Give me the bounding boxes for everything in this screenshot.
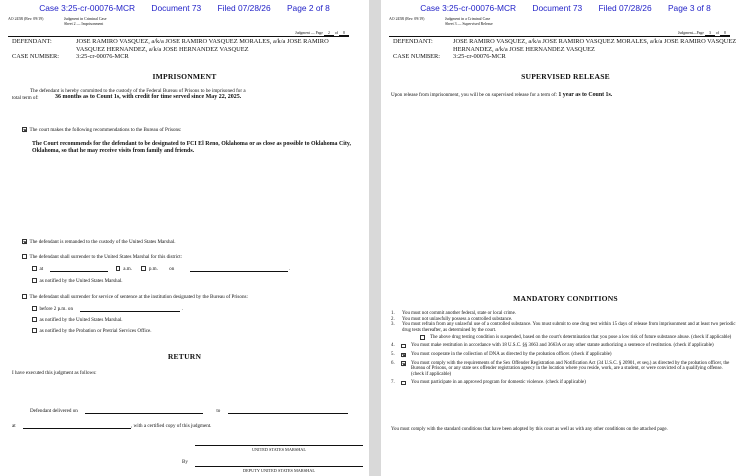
standard-conditions-text: You must comply with the standard conditions that have been adopted by this court as well as with any other conditions on the attached page. <box>391 427 668 432</box>
judgment-page: Judgment—Page 3 of 8 <box>678 31 730 36</box>
checkbox-at[interactable] <box>32 266 37 271</box>
at-line[interactable] <box>23 423 131 429</box>
condition-5: 5. You must cooperate in the collection of DNA as directed by the probation officer. (check if applicable) <box>391 352 612 358</box>
checkbox-surrender-institution[interactable] <box>22 294 27 299</box>
recommendation-row: The court makes the following recommendations to the Bureau of Prisons: <box>22 127 181 133</box>
before-row: before 2 p.m. on . <box>32 306 183 312</box>
surrender-institution-row: The defendant shall surrender for service of sentence at the institution designated by the Bureau of Prisons: <box>22 294 248 300</box>
recommendation-text: The Court recommends for the defendant to be designated to FCI El Reno, Oklahoma or as close as possible to Oklahoma City, Oklahoma, so that he may receive visits from family and friends. <box>32 141 351 154</box>
case-number: 3:25-cr-00076-MCR <box>76 53 129 60</box>
time-line[interactable] <box>50 266 108 272</box>
marshal-signature: UNITED STATES MARSHAL <box>195 445 363 452</box>
page-indicator: Page 2 of 8 <box>286 3 330 13</box>
checkbox-domestic-violence[interactable] <box>401 381 406 386</box>
at-row: at , with a certified copy of this judgment. <box>12 423 212 429</box>
condition-2: 2. You must not unlawfully possess a controlled substance. <box>391 316 513 322</box>
checkbox-before[interactable] <box>32 306 37 311</box>
checkbox-drug-suspended[interactable] <box>420 335 425 340</box>
condition-4: 4. You must make restitution in accordance with 18 U.S.C. §§ 3663 and 3663A or any other statute authorizing a sentence of restitution. (check if applicable) <box>391 343 714 349</box>
case-id: Case 3:25-cr-00076-MCR <box>420 3 517 13</box>
checkbox-remanded[interactable] <box>22 239 27 244</box>
checkbox-sorna[interactable] <box>401 361 406 366</box>
term-text: 36 months as to Count 1s, with credit for time served since May 22, 2025. <box>55 94 242 100</box>
document-page-3 <box>381 0 750 476</box>
defendant-label: DEFENDANT: <box>12 38 52 45</box>
checkbox-am[interactable] <box>116 266 121 271</box>
commit-text: The defendant is hereby committed to the custody of the Federal Bureau of Prisons to be imprisoned for a <box>30 88 246 94</box>
notified-probation-row: as notified by the Probation or Pretrial Services Office. <box>32 328 152 334</box>
remanded-row: The defendant is remanded to the custody of the United States Marshal. <box>22 239 175 245</box>
checkbox-surrender-district[interactable] <box>22 254 27 259</box>
section-title: IMPRISONMENT <box>152 72 217 81</box>
delivered-to-line[interactable] <box>228 408 348 414</box>
term-label: total term of: <box>12 95 39 101</box>
case-number-label: CASE NUMBER: <box>393 53 441 60</box>
delivered-row: Defendant delivered on to <box>30 408 348 414</box>
defendant-name: JOSE RAMIRO VASQUEZ, a/k/a JOSE RAMIRO VASQUEZ MORALES, a/k/a JOSE RAMIRO VASQUEZ HERNANDEZ, a/k/a JOSE HERNANDEZ VASQUEZ <box>76 38 329 53</box>
case-info <box>12 38 362 68</box>
return-title: RETURN <box>167 352 202 361</box>
defendant-label: DEFENDANT: <box>393 38 433 45</box>
filing-header <box>0 3 369 13</box>
release-term: 1 year as to Count 1s. <box>558 92 613 98</box>
condition-3-suspension: The above drug testing condition is suspended, based on the court's determination that you pose a low risk of future substance abuse. (check if applicable) <box>391 335 737 341</box>
section-title: SUPERVISED RELEASE <box>521 72 610 81</box>
executed-text: I have executed this judgment as follows: <box>12 370 97 376</box>
case-number-label: CASE NUMBER: <box>12 53 60 60</box>
filing-header <box>381 3 750 13</box>
form-title: Judgment in Criminal Case <box>64 17 107 21</box>
document-number: Document 73 <box>532 3 583 13</box>
checkbox-dna[interactable] <box>401 353 406 358</box>
condition-6: 6. You must comply with the requirements of the Sex Offender Registration and Notification Act (34 U.S.C. § 20901, et seq.) as directed by the probation officer, the Bureau of Prisons, or any state sex offender registration agency in the location where you reside, work, are a student, or were convicted of a qualifying offense. (check if applicable) <box>391 360 730 377</box>
defendant-name: JOSE RAMIRO VASQUEZ, a/k/a JOSE RAMIRO VASQUEZ MORALES, a/k/a JOSE RAMIRO VASQUEZ HERNANDEZ, a/k/a JOSE HERNANDEZ VASQUEZ <box>453 38 737 53</box>
checkbox-notified-probation[interactable] <box>32 328 37 333</box>
checkbox-notified-marshal[interactable] <box>32 278 37 283</box>
document-page-2 <box>0 0 369 476</box>
divider <box>389 36 730 37</box>
form-sheet: Sheet 3 — Supervised Release <box>445 22 493 26</box>
condition-3: 3. You must refrain from any unlawful use of a controlled substance. You must submit to one drug test within 15 days of release from imprisonment and at least two periodic drug tests thereafter, as determined by the court. <box>391 322 736 333</box>
surrender-district-row: The defendant shall surrender to the United States Marshal for this district: <box>22 254 182 260</box>
filed-date: Filed 07/28/26 <box>598 3 652 13</box>
case-id: Case 3:25-cr-00076-MCR <box>39 3 136 13</box>
release-row: Upon release from imprisonment, you will be on supervised release for a term of: 1 year as to Count 1s. <box>391 92 613 98</box>
deputy-signature: DEPUTY UNITED STATES MARSHAL <box>195 466 363 473</box>
conditions-list <box>391 311 737 386</box>
surrender-at-row: at a.m. p.m. on . <box>32 266 290 272</box>
case-number: 3:25-cr-00076-MCR <box>453 53 506 60</box>
divider <box>8 36 349 37</box>
case-info <box>393 38 743 68</box>
delivered-date-line[interactable] <box>85 408 203 414</box>
checkbox-notified-marshal-2[interactable] <box>32 317 37 322</box>
form-code: AO 245B (Rev. 09/19) <box>389 17 425 21</box>
form-code: AO 245B (Rev. 09/19) <box>8 17 44 21</box>
form-id <box>8 17 107 26</box>
date-line[interactable] <box>190 266 288 272</box>
mandatory-title: MANDATORY CONDITIONS <box>513 294 618 303</box>
condition-1: 1. You must not commit another federal, state or local crime. <box>391 311 516 316</box>
form-sheet: Sheet 2 — Imprisonment <box>64 22 104 26</box>
checkbox-pm[interactable] <box>141 266 146 271</box>
checkbox-restitution[interactable] <box>401 344 406 349</box>
judgment-page: Judgment — Page 2 of 8 <box>295 31 349 36</box>
page-indicator: Page 3 of 8 <box>667 3 711 13</box>
by-label: By <box>182 459 188 465</box>
checkbox-recommendation[interactable] <box>22 127 27 132</box>
filed-date: Filed 07/28/26 <box>217 3 271 13</box>
before-date-line[interactable] <box>80 306 180 312</box>
condition-7: 7. You must participate in an approved program for domestic violence. (check if applicable) <box>391 380 586 386</box>
document-number: Document 73 <box>151 3 202 13</box>
notified-marshal2-row: as notified by the United States Marshal. <box>32 317 123 323</box>
notified-marshal-row: as notified by the United States Marshal. <box>32 278 123 284</box>
form-id <box>389 17 493 26</box>
form-title: Judgment in a Criminal Case <box>445 17 491 21</box>
